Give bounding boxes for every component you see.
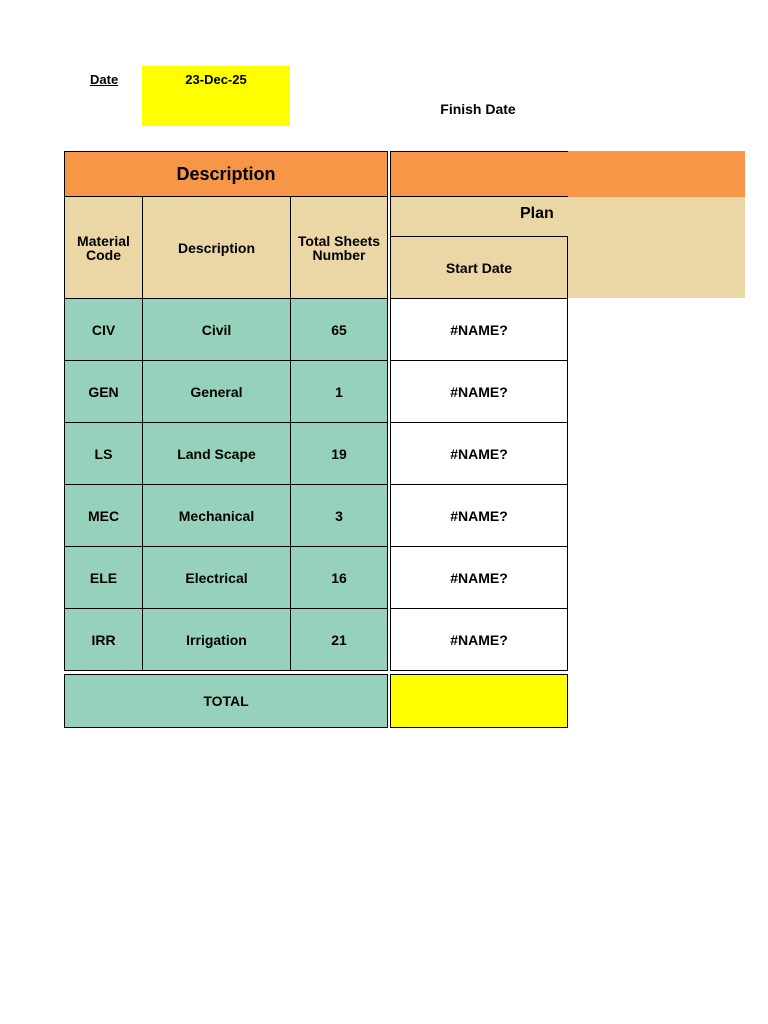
description-cell[interactable]: General [142,360,291,423]
description-group-header: Description [64,151,388,197]
description-cell[interactable]: Civil [142,298,291,361]
description-cell[interactable]: Land Scape [142,422,291,485]
start-date-cell[interactable]: #NAME? [390,546,568,609]
column-header-total-sheets: Total Sheets Number [290,196,388,299]
description-cell[interactable]: Mechanical [142,484,291,547]
start-date-cell[interactable]: #NAME? [390,484,568,547]
total-label-cell: TOTAL [64,674,388,728]
total-sheets-cell[interactable]: 16 [290,546,388,609]
plan-group-header-band [390,151,745,197]
column-header-start-date: Start Date [390,236,568,299]
total-sheets-cell[interactable]: 21 [290,608,388,671]
material-code-cell[interactable]: IRR [64,608,143,671]
total-sheets-cell[interactable]: 3 [290,484,388,547]
description-cell[interactable]: Irrigation [142,608,291,671]
total-start-date-cell[interactable] [390,674,568,728]
total-sheets-cell[interactable]: 1 [290,360,388,423]
date-label: Date [90,72,119,87]
plan-header: Plan [520,205,554,222]
start-date-cell[interactable]: #NAME? [390,298,568,361]
material-code-cell[interactable]: CIV [64,298,143,361]
material-code-cell[interactable]: GEN [64,360,143,423]
date-value-cell[interactable]: 23-Dec-25 [142,66,290,126]
description-cell[interactable]: Electrical [142,546,291,609]
total-sheets-cell[interactable]: 65 [290,298,388,361]
column-header-material-code: Material Code [64,196,143,299]
finish-date-label: Finish Date [440,101,516,117]
column-header-description: Description [142,196,291,299]
start-date-cell[interactable]: #NAME? [390,360,568,423]
material-code-cell[interactable]: MEC [64,484,143,547]
material-code-cell[interactable]: ELE [64,546,143,609]
material-code-cell[interactable]: LS [64,422,143,485]
start-date-cell[interactable]: #NAME? [390,608,568,671]
total-sheets-cell[interactable]: 19 [290,422,388,485]
start-date-cell[interactable]: #NAME? [390,422,568,485]
